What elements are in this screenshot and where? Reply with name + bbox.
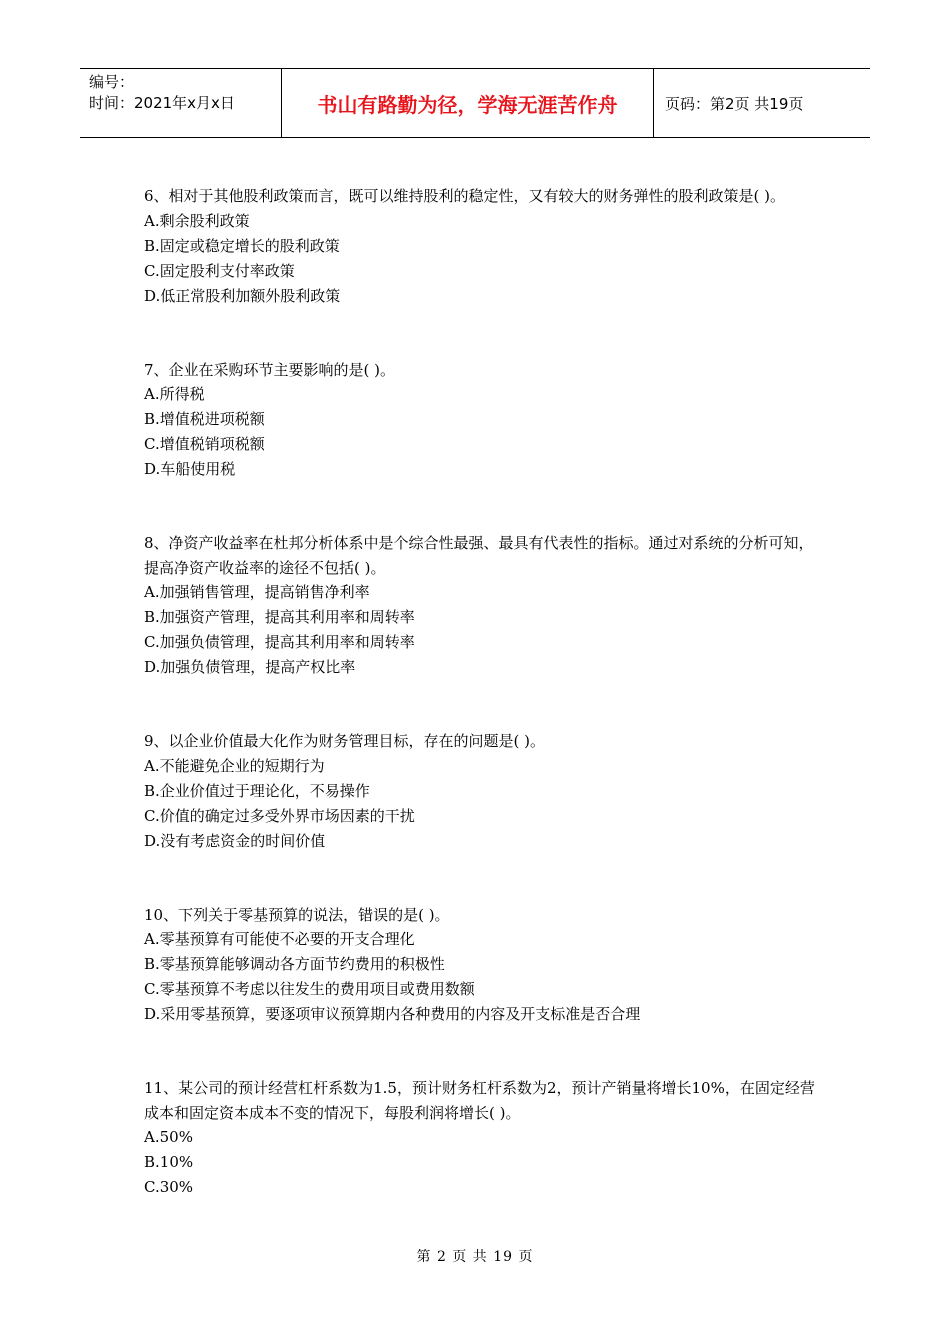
option-d: D.加强负债管理，提高产权比率 (144, 658, 356, 676)
question-8 (144, 531, 824, 680)
document-time-label: 时间：2021年x月x日 (89, 94, 235, 112)
question-stem: 10、下列关于零基预算的说法，错误的是( )。 (144, 905, 450, 924)
question-list (144, 184, 824, 1249)
option-c: C.固定股利支付率政策 (144, 261, 295, 280)
question-6 (144, 184, 824, 309)
option-c: C.价值的确定过多受外界市场因素的干扰 (144, 806, 415, 825)
option-b: B.零基预算能够调动各方面节约费用的积极性 (144, 955, 445, 973)
option-b: B.增值税进项税额 (144, 410, 265, 428)
option-d: D.车船使用税 (144, 460, 236, 478)
option-a: A.零基预算有可能使不必要的开支合理化 (144, 930, 415, 948)
option-a: A.50% (144, 1128, 193, 1146)
question-7 (144, 358, 824, 483)
option-c: C.增值税销项税额 (144, 435, 265, 453)
option-c: C.30% (144, 1178, 194, 1196)
question-stem: 6、相对于其他股利政策而言，既可以维持股利的稳定性，又有较大的财务弹性的股利政策是( )。 (144, 187, 786, 205)
header-meta (80, 69, 282, 137)
question-stem: 9、以企业价值最大化作为财务管理目标，存在的问题是( )。 (144, 732, 546, 750)
option-c: C.零基预算不考虑以往发生的费用项目或费用数额 (144, 980, 475, 998)
header-page-info: 页码：第2页 共19页 (665, 94, 804, 113)
option-b: B.10% (144, 1153, 194, 1171)
option-a: A.剩余股利政策 (144, 211, 250, 230)
page-header (80, 68, 870, 138)
header-motto: 书山有路勤为径，学海无涯苦作舟 (282, 69, 654, 137)
option-b: B.企业价值过于理论化，不易操作 (144, 781, 370, 800)
question-9 (144, 729, 824, 854)
option-d: D.采用零基预算，要逐项审议预算期内各种费用的内容及开支标准是否合理 (144, 1005, 641, 1023)
option-d: D.没有考虑资金的时间价值 (144, 831, 326, 850)
option-a: A.加强销售管理，提高销售净利率 (144, 583, 370, 601)
question-11 (144, 1076, 824, 1200)
option-a: A.所得税 (144, 385, 205, 403)
option-b: B.加强资产管理，提高其利用率和周转率 (144, 608, 415, 626)
question-stem: 7、企业在采购环节主要影响的是( )。 (144, 360, 396, 379)
question-10 (144, 903, 824, 1028)
option-a: A.不能避免企业的短期行为 (144, 756, 325, 775)
question-stem: 11、某公司的预计经营杠杆系数为1.5，预计财务杠杆系数为2，预计产销量将增长10%，在固定经营成本和固定资本成本不变的情况下，每股利润将增长( )。 (144, 1079, 815, 1122)
option-d: D.低正常股利加额外股利政策 (144, 286, 341, 305)
option-c: C.加强负债管理，提高其利用率和周转率 (144, 633, 415, 651)
document-number-label: 编号： (89, 73, 135, 91)
page-footer: 第 2 页 共 19 页 (416, 1249, 534, 1265)
question-stem: 8、净资产收益率在杜邦分析体系中是个综合性最强、最具有代表性的指标。通过对系统的分析可知，提高净资产收益率的途径不包括( )。 (144, 534, 814, 577)
option-b: B.固定或稳定增长的股利政策 (144, 236, 340, 255)
